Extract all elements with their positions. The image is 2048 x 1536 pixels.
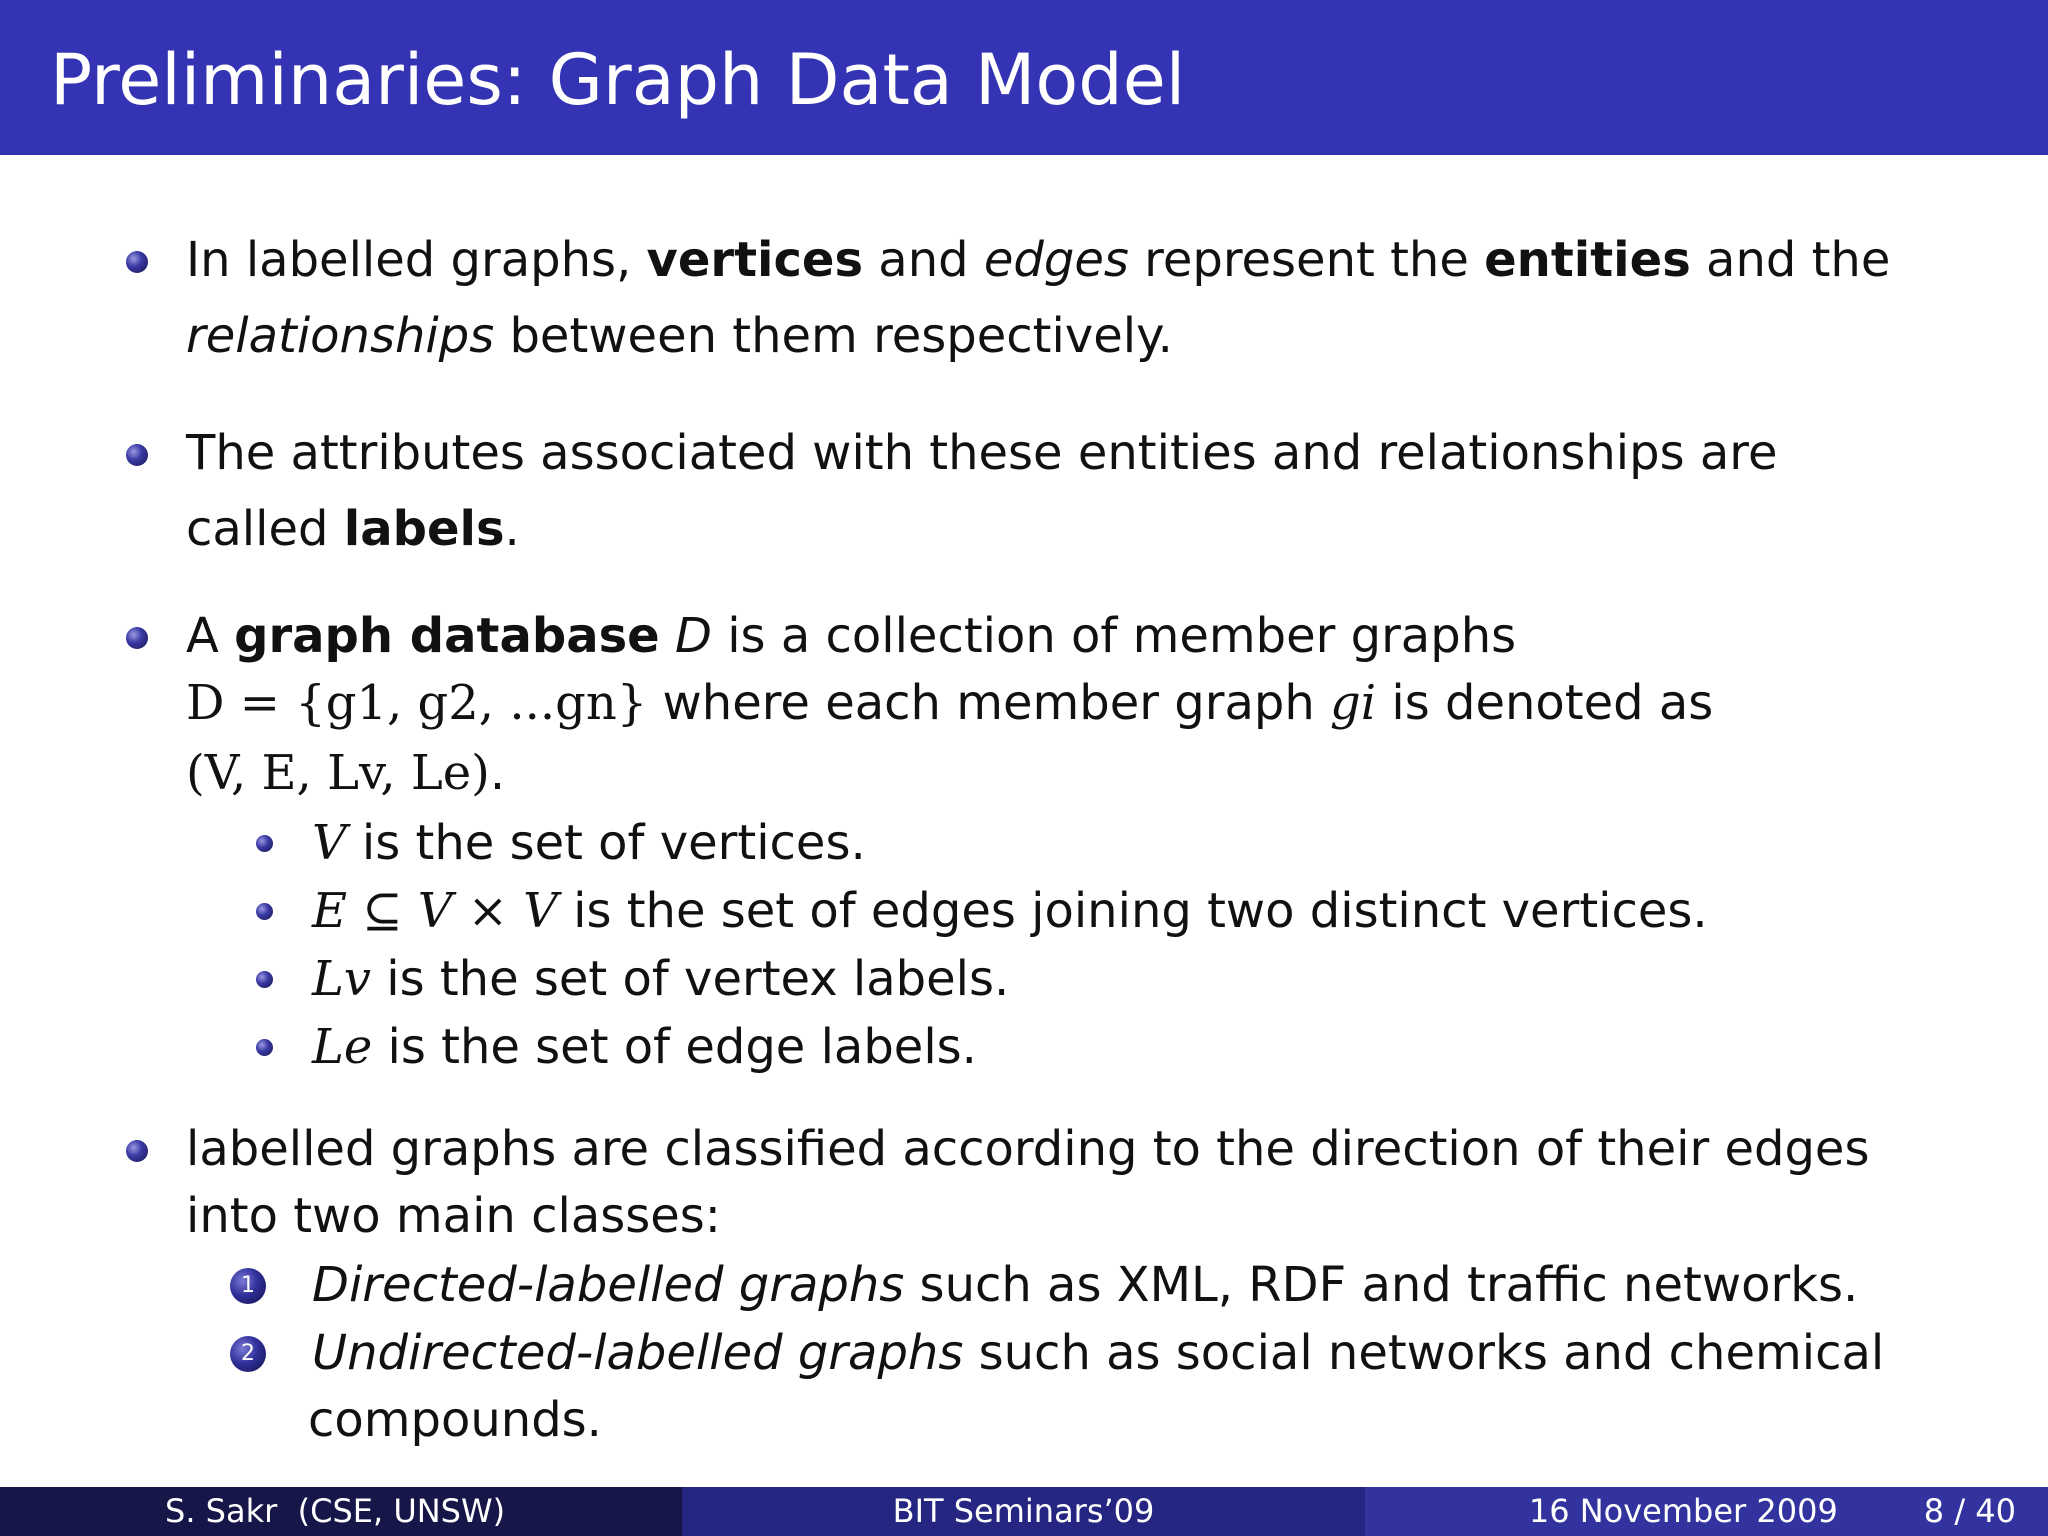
text: is the set of vertices.: [346, 815, 866, 871]
italic-term-directed: Directed-labelled graphs: [312, 1257, 905, 1313]
numbered-bullet-icon: 1: [230, 1268, 266, 1304]
bullet-3-line-3: [186, 743, 505, 803]
bullet-2-line-1: The attributes associated with these entities and relationships are: [186, 425, 1778, 481]
bold-term-vertices: vertices: [646, 232, 864, 288]
text: In labelled graphs,: [186, 232, 647, 288]
numbered-bullet-icon: 2: [230, 1336, 266, 1372]
bold-term-graph-database: graph database: [234, 608, 660, 664]
footer-event-section: [682, 1487, 1365, 1536]
sub-bullet-icon: [256, 903, 273, 920]
footer-author-section: [0, 1487, 682, 1536]
text: [660, 608, 675, 664]
text: represent the: [1128, 232, 1485, 288]
footer-author: S. Sakr (CSE, UNSW): [165, 1492, 506, 1530]
page-number: 8 / 40: [1923, 1492, 2016, 1530]
math-expression-database-set: D = {g1, g2, ...gn}: [186, 675, 648, 731]
sub-bullet-icon: [256, 971, 273, 988]
text: and the: [1690, 232, 1891, 288]
bullet-4-line-1: labelled graphs are classified according to the direction of their edges: [186, 1121, 1870, 1177]
bullet-1-line-2: [186, 306, 1173, 366]
numbered-item-directed: [312, 1255, 1858, 1315]
title-bar: [0, 0, 2048, 155]
bold-term-entities: entities: [1484, 232, 1691, 288]
bullet-3-line-2: [186, 673, 1713, 733]
italic-term-undirected: Undirected-labelled graphs: [312, 1325, 964, 1381]
math-var-gi: gi: [1330, 675, 1377, 731]
bullet-icon: [126, 444, 148, 466]
text: .: [489, 745, 506, 801]
footer-bar: [0, 1487, 2048, 1536]
italic-term-edges: edges: [983, 232, 1129, 288]
bold-term-labels: labels: [343, 501, 505, 557]
sub-bullet-icon: [256, 835, 273, 852]
footer-date-section: [1365, 1487, 2048, 1536]
text: is the set of vertex labels.: [371, 951, 1010, 1007]
text: is denoted as: [1376, 675, 1714, 731]
bullet-4-line-2: into two main classes:: [186, 1188, 721, 1244]
math-var-d: D: [674, 608, 712, 664]
bullet-icon: [126, 1140, 148, 1162]
math-expression-graph-tuple: (V, E, Lv, Le): [186, 745, 490, 801]
numbered-item-undirected: [312, 1323, 1884, 1383]
bullet-icon: [126, 251, 148, 273]
math-expression: V: [312, 815, 347, 871]
sub-item-edges: [312, 881, 1708, 941]
sub-item-vertex-labels: [312, 949, 1009, 1009]
math-expression: E ⊆ V × V: [312, 883, 558, 939]
bullet-3-line-1: [186, 606, 1516, 666]
text: is the set of edges joining two distinct vertices.: [557, 883, 1708, 939]
text: A: [186, 608, 235, 664]
text: where each member graph: [647, 675, 1331, 731]
text: .: [504, 501, 520, 557]
text: such as XML, RDF and traffic networks.: [904, 1257, 1859, 1313]
sub-item-edge-labels: [312, 1017, 977, 1077]
text: such as social networks and chemical: [963, 1325, 1885, 1381]
footer-event: BIT Seminars’09: [892, 1492, 1155, 1530]
footer-date: 16 November 2009: [1528, 1492, 1838, 1530]
slide-title: Preliminaries: Graph Data Model: [50, 39, 1186, 121]
numbered-item-undirected-cont: compounds.: [308, 1392, 602, 1448]
text: is a collection of member graphs: [711, 608, 1517, 664]
text: and: [863, 232, 984, 288]
text: between them respectively.: [494, 308, 1173, 364]
math-expression: Le: [312, 1019, 373, 1075]
text: is the set of edge labels.: [372, 1019, 977, 1075]
bullet-icon: [126, 627, 148, 649]
text: called: [186, 501, 344, 557]
bullet-2-line-2: [186, 499, 520, 559]
bullet-1-line-1: [186, 230, 1890, 290]
sub-bullet-icon: [256, 1039, 273, 1056]
math-expression: Lv: [312, 951, 371, 1007]
italic-term-relationships: relationships: [186, 308, 495, 364]
sub-item-vertices: [312, 813, 866, 873]
